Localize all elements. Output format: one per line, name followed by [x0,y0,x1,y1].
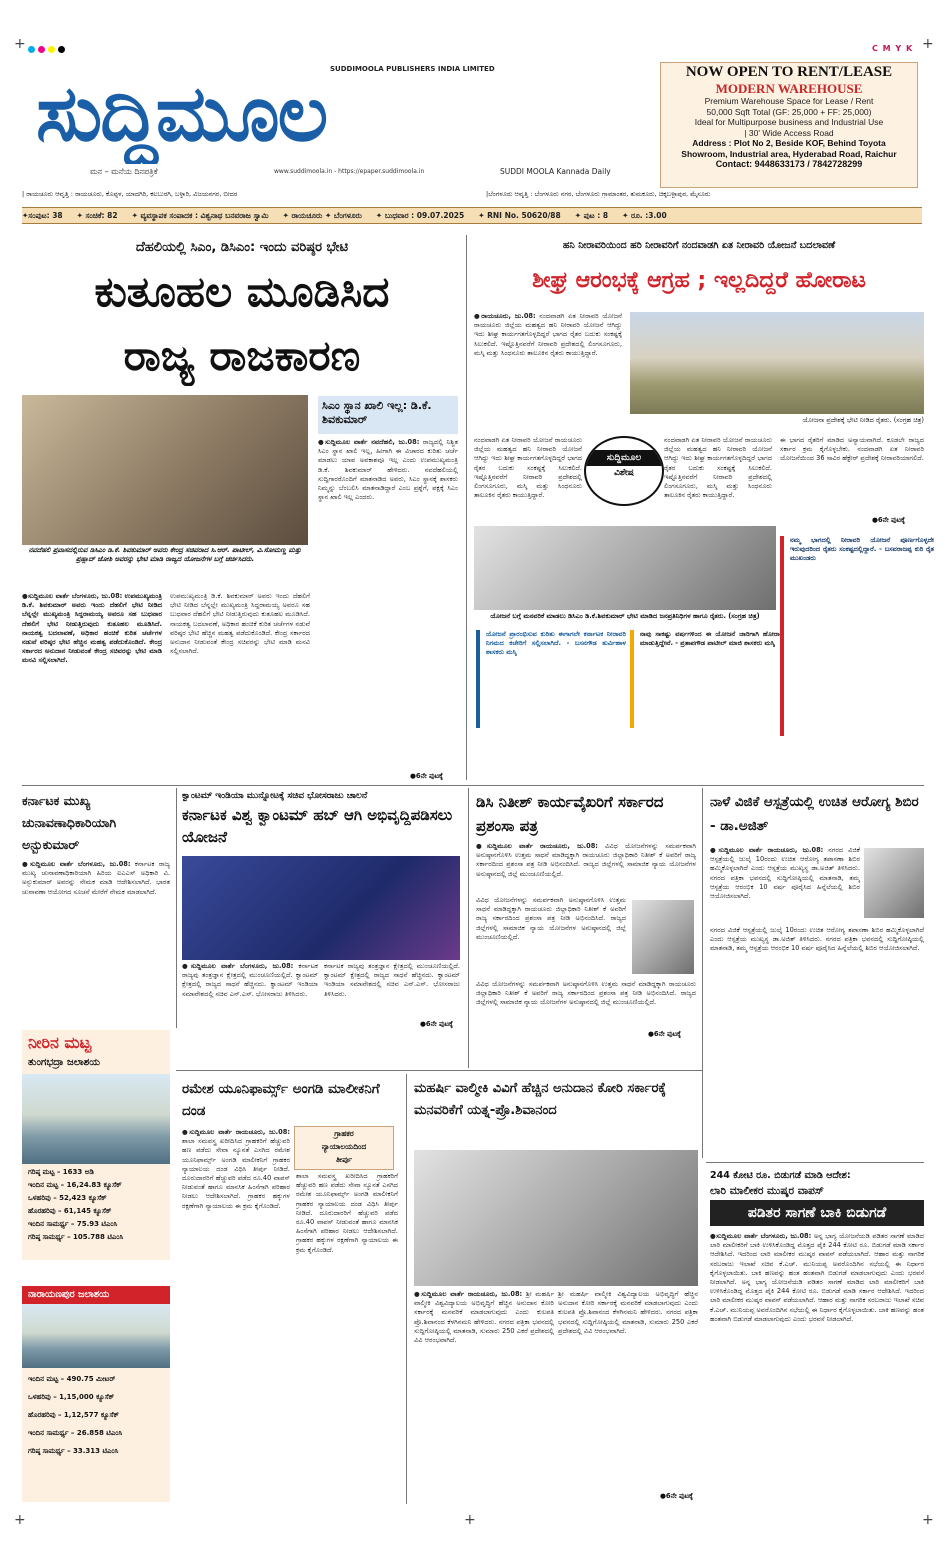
tungabhadra-stats [22,1164,170,1246]
narayanapura-stats [22,1368,170,1462]
byline: ●ರಾಯಚೂರು, ಜು.08: [474,312,536,320]
stat-line: ಒಳಹರಿವು – 52,423 ಕ್ಯೂಸೆಕ್ [28,1194,107,1202]
tungabhadra-photo [22,1074,170,1164]
edition-raichur: | ರಾಯಚೂರು ಆವೃತ್ತಿ : ರಾಯಚೂರು, ಕೊಪ್ಪಳ, ಯಾದಗಿರಿ, ಕಲಬುರಗಿ, ಬಳ್ಳಾರಿ, ವಿಜಯನಗರ, ಬೀದರ [22,190,238,198]
issue: ✦ ಸಂಚಿಕೆ: 82 [76,211,118,220]
quantum-kicker: ಕ್ವಾಂಟಮ್ ಇಂಡಿಯಾ ಮುನ್ನೋಟಕ್ಕೆ ಸಚಿವ ಭೋಸರಾಜು ಚಾಲನೆ [182,791,368,801]
valmiki-body: ಶ್ರೀ ಮಹರ್ಷಿ ವಾಲ್ಮೀಕಿ ವಿಶ್ವವಿದ್ಯಾಲಯ ಅಭಿವೃದ್ಧಿಗೆ ಹೆಚ್ಚಿನ ಅನುದಾನ ಕೋರಿ ಸರ್ಕಾರಕ್ಕೆ ಮನವರಿಕೆ ಮಾಡಲಾಗುವುದು ಎಂದು ಕುಲಪತಿ ಪ್ರೊ.ಶಿವಾನಂದ ಕೆಳಗಿನಮನಿ ಹೇಳಿದರು. ನಗರದ ಪತ್ರಿಕಾ ಭವನದಲ್ಲಿ ಸುದ್ದಿಗೋಷ್ಠಿಯಲ್ಲಿ ಮಾತನಾಡಿ, ಸುಮಾರು 250 ಎಕರೆ ಪ್ರದೇಶದಲ್ಲಿ ವಿವಿ ಆರಂಭವಾಗಿದೆ. [414,1290,554,1345]
byline: ●ಸುದ್ದಿಮೂಲ ವಾರ್ತೆ ಬೆಂಗಳೂರು, ಜು.08: [182,962,294,970]
continued-link[interactable]: ●6ನೇ ಪುಟಕ್ಕೆ [660,1492,693,1500]
continued-link[interactable]: ●6ನೇ ಪುಟಕ್ಕೆ [872,516,905,524]
byline: ●ಸುದ್ದಿಮೂಲ ವಾರ್ತೆ ರಾಯಚೂರು, ಜು.08: [414,1290,523,1298]
river-body-cont: ನಂದವಾಡಗಿ ಏತ ನೀರಾವರಿ ಯೋಜನೆ ರಾಯಚೂರು ಜಿಲ್ಲೆಯ ಮಹತ್ವದ ಹನಿ ನೀರಾವರಿ ಯೋಜನೆ ಆಗಿದ್ದು ಇದು ಶೀಘ್ರ ಕಾರ್ಯಗತಗೊಳ್ಳದಿದ್ದರೆ ಭಾಗದ ರೈತರ ಬದುಕು ಸಂಕಷ್ಟಕ್ಕೆ ಸಿಲುಕಲಿದೆ. ಇಷ್ಟೊತ್ತಿನವರೆಗೆ ನೀರಾವರಿ ಪ್ರದೇಶದಲ್ಲಿ ಲಿಂಗಸೂಗೂರು, ಮಸ್ಕಿ ಮತ್ತು ಸಿಂಧನೂರು ತಾಲೂಕಿನ ರೈತರು ಕಾಯುತ್ತಿದ್ದಾರೆ. [664,436,772,500]
quantum-body-cont: ಕರ್ನಾಟಕ ರಾಜ್ಯವು ತಂತ್ರಜ್ಞಾನ ಕ್ಷೇತ್ರದಲ್ಲಿ ಮುಂಚೂಣಿಯಲ್ಲಿದೆ. ಕ್ವಾಂಟಮ್ ಕ್ಷೇತ್ರದಲ್ಲಿ ರಾಜ್ಯದ ಸಾಧನೆ ಹೆಚ್ಚಿನದು. ಕ್ವಾಂಟಮ್ ಇಂಡಿಯಾ ಸಮಾವೇಶದಲ್ಲಿ ಸಚಿವ ಎನ್.ಎಸ್. ಭೋಸರಾಜು ತಿಳಿಸಿದರು. [324,962,460,998]
dc-article-cont2 [476,980,696,1030]
quantum-article-cont [324,962,460,1020]
river-article-cont [474,436,582,518]
byline: ●ಸುದ್ದಿಮೂಲ ವಾರ್ತೆ ಬೆಂಗಳೂರು, ಜು.08: [710,1232,812,1240]
badge-line: ಗ್ರಾಹಕರ [334,1129,354,1138]
logo: ಸುದ್ದಿಮೂಲ [36,69,327,159]
badge-line: ತೀರ್ಪು [335,1155,353,1164]
divider [468,788,469,1068]
editor: ✦ ವ್ಯವಸ್ಥಾಪಕ ಸಂಪಾದಕ : ವಿಶ್ವನಾಥ ಬನವರಾಜ ಸ್ವಾಮಿ [131,211,269,220]
health-article [710,846,860,924]
valmiki-article-cont [558,1290,698,1486]
volume: ✦ಸಂಪುಟ: 38 [22,211,63,220]
valmiki-headline: ಮಹರ್ಷಿ ವಾಲ್ಮೀಕಿ ವಿವಿಗೆ ಹೆಚ್ಚಿನ ಅನುದಾನ ಕೋರಿ ಸರ್ಕಾರಕ್ಕೆ ಮನವರಿಕೆಗೆ ಯತ್ನ-ಪ್ರೊ.ಶಿವಾನಂದ [414,1081,666,1118]
loan-body-repeat: ಅನ್ನ ಭಾಗ್ಯ ಯೋಜನೆಯಡಿ ಪಡಿತರ ಸಾಗಣೆ ಮಾಡಿದ ಲಾರಿ ಮಾಲೀಕರಿಗೆ ಬಾಕಿ ಉಳಿಸಿಕೊಂಡಿದ್ದ ಮೊತ್ತದ ಪೈಕಿ 244 ಕೋಟಿ ರೂ. ಬಿಡುಗಡೆ ಮಾಡಿ ಸರ್ಕಾರ ಆದೇಶಿಸಿದೆ. ಇದರಿಂದ ಲಾರಿ ಮಾಲೀಕರ ಮುಷ್ಕರ ವಾಪಸ್ ಪಡೆಯಲಾಗಿದೆ. ಆಹಾರ ಮತ್ತು ನಾಗರಿಕ ಸರಬರಾಜು ಇಲಾಖೆ ಸಚಿವ ಕೆ.ಎಚ್. ಮುನಿಯಪ್ಪ ಅವರೊಂದಿಗಿನ ಸಭೆಯಲ್ಲಿ ಈ ನಿರ್ಧಾರ ಕೈಗೊಳ್ಳಲಾಯಿತು. ಬಾಕಿ ಹಣವನ್ನು ಹಂತ ಹಂತವಾಗಿ ಬಿಡುಗಡೆ ಮಾಡಲಾಗುವುದು ಎಂದು ಭರವಸೆ ನೀಡಲಾಗಿದೆ. [710,1278,924,1323]
quote-1: ಯೋಜನೆ ಪ್ರಾರಂಭಿಸುವ ಕುರಿತು ಈಗಾಗಲೇ ಕರ್ನಾಟಕ ನೀರಾವರಿ ನಿಗಮದ ಕಚೇರಿಗೆ ಸಲ್ಲಿಸಲಾಗಿದೆ. - ಬಸನಗೌಡ ತುರ್ವಿಹಾಳ ಶಾಸಕರು ಮಸ್ಕಿ [486,630,626,657]
side-body: ರಾಜ್ಯದಲ್ಲಿ ನಿಶ್ಚಿತ ಸಿಎಂ ಸ್ಥಾನ ಖಾಲಿ ಇಲ್ಲ, ಹೀಗಾಗಿ ಈ ವಿಚಾರದ ಕುರಿತು ಚರ್ಚೆ ಮಾಡಲು ಯಾವ ಅವಕಾಶವೂ ಇಲ್ಲ ಎಂದು ಉಪಮುಖ್ಯಮಂತ್ರಿ ಡಿ.ಕೆ. ಶಿವಕುಮಾರ್ ಹೇಳಿದರು. ನವದೆಹಲಿಯಲ್ಲಿ ಸುದ್ದಿಗಾರರೊಂದಿಗೆ ಮಾತನಾಡಿದ ಅವರು, ಸಿಎಂ ಸ್ಥಾನಕ್ಕೆ ಶಾಸಕರು ನಿಮ್ಮನ್ನು ಬೆಂಬಲಿಸಿ ಮಾತನಾಡಿದ್ದಾರೆ ಎಂಬ ಪ್ರಶ್ನೆಗೆ, ಪಕ್ಷಕ್ಕೆ ಸಿಎಂ ಸ್ಥಾನ ಖಾಲಿ ಇಲ್ಲ ಎಂದರು. [318,438,458,502]
election-body: ಕರ್ನಾಟಕ ರಾಜ್ಯ ಮುಖ್ಯ ಚುನಾವಣಾಧಿಕಾರಿಯಾಗಿ ಹಿರಿಯ ಐಎಎಸ್ ಅಧಿಕಾರಿ ವಿ. ಅನ್ಬುಕುಮಾರ್ ಅವರನ್ನು ನೇಮಕ ಮಾಡಿ ಆದೇಶಿಸಲಾಗಿದೆ. ಭಾರತ ಚುನಾವಣಾ ಆಯೋಗದ ಸೂಚನೆ ಮೇರೆಗೆ ನೇಮಕ ಮಾಡಲಾಗಿದೆ. [22,860,170,896]
narayanapura-box [22,1286,170,1502]
lead-article-col2 [170,592,310,772]
health-portrait [864,848,924,918]
dc-body: ವಿವಿಧ ಯೋಜನೆಗಳನ್ನು ಸಮರ್ಪಕವಾಗಿ ಅನುಷ್ಠಾನಗೊಳಿಸಿ ಉತ್ತಮ ಸಾಧನೆ ಮಾಡಿದ್ದಕ್ಕಾಗಿ ರಾಯಚೂರು ಜಿಲ್ಲಾಧಿಕಾರಿ ನಿತೀಶ್ ಕೆ ಅವರಿಗೆ ರಾಜ್ಯ ಸರ್ಕಾರದಿಂದ ಪ್ರಶಂಸಾ ಪತ್ರ ನೀಡಿ ಅಭಿನಂದಿಸಿದೆ. ರಾಜ್ಯದ ಜಿಲ್ಲೆಗಳಲ್ಲಿ ಸಾಮಾಜಿಕ ನ್ಯಾಯ ಯೋಜನೆಗಳ ಅನುಷ್ಠಾನದಲ್ಲಿ ಜಿಲ್ಲೆ ಮುಂಚೂಣಿಯಲ್ಲಿದೆ. [476,842,696,878]
health-body: ನಗರದ ವಿಜಿಕೆ ಆಸ್ಪತ್ರೆಯಲ್ಲಿ ಜುಲೈ 10ರಂದು ಉಚಿತ ಆರೋಗ್ಯ ತಪಾಸಣಾ ಶಿಬಿರ ಹಮ್ಮಿಕೊಳ್ಳಲಾಗಿದೆ ಎಂದು ಆಸ್ಪತ್ರೆಯ ಮುಖ್ಯಸ್ಥ ಡಾ.ಅಜಿತ್ ತಿಳಿಸಿದರು. ನಗರದ ಪತ್ರಿಕಾ ಭವನದಲ್ಲಿ ಸುದ್ದಿಗೋಷ್ಠಿಯಲ್ಲಿ ಮಾತನಾಡಿ, ತಮ್ಮ ಆಸ್ಪತ್ರೆಯ ಆರಂಭಿಕ 10 ವರ್ಷ ಪೂರೈಸಿದ ಹಿನ್ನೆಲೆಯಲ್ಲಿ ಶಿಬಿರ ಆಯೋಜಿಸಲಾಗಿದೆ. [710,846,860,901]
registration-mark: + [922,36,934,52]
loan-sidehead: 244 ಕೋಟಿ ರೂ. ಬಿಡುಗಡೆ ಮಾಡಿ ಆದೇಶ: [710,1170,851,1181]
divider [702,788,703,1158]
consumer-court-badge [294,1126,394,1170]
divider [706,1162,924,1163]
uniform-body-cont: ಶಾಲಾ ಸಮವಸ್ತ್ರ ಖರೀದಿಸಿದ ಗ್ರಾಹಕರಿಗೆ ಹೆಚ್ಚುವರಿ ಹಣ ಪಡೆದು ಸೇವಾ ನ್ಯೂನತೆ ಎಸಗಿದ ರಮೇಶ ಯೂನಿಫಾರ್ಮ್ಸ್ ಅಂಗಡಿ ಮಾಲೀಕನಿಗೆ ಗ್ರಾಹಕರ ನ್ಯಾಯಾಲಯ ದಂಡ ವಿಧಿಸಿ ತೀರ್ಪು ನೀಡಿದೆ. ದೂರುದಾರರಿಗೆ ಹೆಚ್ಚುವರಿ ಪಡೆದ ರೂ.40 ವಾಪಸ್ ನೀಡುವಂತೆ ಹಾಗೂ ಮಾನಸಿಕ ಹಿಂಸೆಗಾಗಿ ಪರಿಹಾರ ನೀಡಲು ಆದೇಶಿಸಲಾಗಿದೆ. ಗ್ರಾಹಕರ ಹಕ್ಕುಗಳ ರಕ್ಷಣೆಗಾಗಿ ನ್ಯಾಯಾಲಯ ಈ ಕ್ರಮ ಕೈಗೊಂಡಿದೆ. [296,1172,398,1254]
pages: ✦ ಪುಟ : 8 [574,211,609,220]
continued-link[interactable]: ●6ನೇ ಪುಟಕ್ಕೆ [648,1030,681,1038]
valmiki-body-cont: ಶ್ರೀ ಮಹರ್ಷಿ ವಾಲ್ಮೀಕಿ ವಿಶ್ವವಿದ್ಯಾಲಯ ಅಭಿವೃದ್ಧಿಗೆ ಹೆಚ್ಚಿನ ಅನುದಾನ ಕೋರಿ ಸರ್ಕಾರಕ್ಕೆ ಮನವರಿಕೆ ಮಾಡಲಾಗುವುದು ಎಂದು ಕುಲಪತಿ ಪ್ರೊ.ಶಿವಾನಂದ ಕೆಳಗಿನಮನಿ ಹೇಳಿದರು. ನಗರದ ಪತ್ರಿಕಾ ಭವನದಲ್ಲಿ ಸುದ್ದಿಗೋಷ್ಠಿಯಲ್ಲಿ ಮಾತನಾಡಿ, ಸುಮಾರು 250 ಎಕರೆ ಪ್ರದೇಶದಲ್ಲಿ ವಿವಿ ಆರಂಭವಾಗಿದೆ. [558,1290,698,1335]
publisher-name: SUDDIMOOLA PUBLISHERS INDIA LIMITED [330,65,495,73]
tungabhadra-title: ತುಂಗಭದ್ರಾ ಜಲಾಶಯ [28,1057,100,1068]
river-photo-caption: ಯೋಜನಾ ಪ್ರದೇಶಕ್ಕೆ ಭೇಟಿ ನೀಡಿದ ರೈತರು. (ಸಂಗ್ರಹ ಚಿತ್ರ) [802,416,924,424]
quote-box-3 [780,536,934,736]
lead-body: ಉಪಮುಖ್ಯಮಂತ್ರಿ ಡಿ.ಕೆ. ಶಿವಕುಮಾರ್ ಅವರು ಇಂದು ದೆಹಲಿಗೆ ಭೇಟಿ ನೀಡಿದ ಬೆನ್ನಲ್ಲೇ ಮುಖ್ಯಮಂತ್ರಿ ಸಿದ್ದರಾಮಯ್ಯ ಅವರೂ ಸಹ ಬುಧವಾರ ದೆಹಲಿಗೆ ಭೇಟಿ ನೀಡುತ್ತಿರುವುದು ಕುತೂಹಲ ಮೂಡಿಸಿದೆ. ನಾಯಕತ್ವ ಬದಲಾವಣೆ, ಅಧಿಕಾರ ಹಂಚಿಕೆ ಕುರಿತ ಚರ್ಚೆಗಳ ನಡುವೆ ವರಿಷ್ಠರ ಭೇಟಿ ಹೆಚ್ಚಿನ ಮಹತ್ವ ಪಡೆದುಕೊಂಡಿದೆ. ಕೇಂದ್ರ ಸರ್ಕಾರದ ಅನುದಾನ ನೀಡುವಂತೆ ಕೇಂದ್ರ ಸಚಿವರನ್ನು ಭೇಟಿ ಮಾಡಿ ಮನವಿ ಸಲ್ಲಿಸಲಾಗಿದೆ. [22,592,162,665]
stat-line: ಇಂದಿನ ಮಟ್ಟ – 16,24.83 ಕ್ಯೂಸೆಕ್ [28,1181,122,1189]
health-headline: ನಾಳೆ ವಿಜಿಕೆ ಆಸ್ಪತ್ರೆಯಲ್ಲಿ ಉಚಿತ ಆರೋಗ್ಯ ಶಿಬಿರ - ಡಾ.ಅಜಿತ್ [710,794,919,834]
byline: ●ಸುದ್ದಿಮೂಲ ವಾರ್ತೆ ರಾಯಚೂರು, ಜು.08: [182,1128,290,1136]
rni: ✦ RNI No. 50620/88 [478,211,561,220]
health-body-cont: ನಗರದ ವಿಜಿಕೆ ಆಸ್ಪತ್ರೆಯಲ್ಲಿ ಜುಲೈ 10ರಂದು ಉಚಿತ ಆರೋಗ್ಯ ತಪಾಸಣಾ ಶಿಬಿರ ಹಮ್ಮಿಕೊಳ್ಳಲಾಗಿದೆ ಎಂದು ಆಸ್ಪತ್ರೆಯ ಮುಖ್ಯಸ್ಥ ಡಾ.ಅಜಿತ್ ತಿಳಿಸಿದರು. ನಗರದ ಪತ್ರಿಕಾ ಭವನದಲ್ಲಿ ಸುದ್ದಿಗೋಷ್ಠಿಯಲ್ಲಿ ಮಾತನಾಡಿ, ತಮ್ಮ ಆಸ್ಪತ್ರೆಯ ಆರಂಭಿಕ 10 ವರ್ಷ ಪೂರೈಸಿದ ಹಿನ್ನೆಲೆಯಲ್ಲಿ ಶಿಬಿರ ಆಯೋಜಿಸಲಾಗಿದೆ. [710,926,924,953]
registration-mark: + [464,1512,476,1528]
color-dots [28,46,65,53]
dc-headline: ಡಿಸಿ ನಿತೀಶ್ ಕಾರ್ಯವೈಖರಿಗೆ ಸರ್ಕಾರದ ಪ್ರಶಂಸಾ ಪತ್ರ [476,793,664,835]
quote-box-1 [476,630,626,728]
river-right-article [780,436,924,528]
divider [176,1070,702,1071]
river-kicker: ಹನಿ ನೀರಾವರಿಯಿಂದ ಹರಿ ನೀರಾವರಿಗೆ ನಂದವಾಡಗಿ ಏತ ನೀರಾವರಿ ಯೋಜನೆ ಬದಲಾವಣೆ [562,240,836,251]
loan-article [710,1232,924,1500]
stat-line: ಹೊರಹರಿವು – 1,12,577 ಕ್ಯೂಸೆಕ್ [28,1411,119,1419]
english-name: SUDDI MOOLA Kannada Daily [500,167,611,176]
ad-title: NOW OPEN TO RENT/LEASE [685,64,893,80]
ad-contact: Contact: 9448633173 / 7842728299 [715,159,863,169]
stat-line: ಒಳಹರಿವು – 1,15,000 ಕ್ಯೂಸೆಕ್ [28,1393,115,1401]
byline: ●ಸುದ್ದಿಮೂಲ ವಾರ್ತೆ ರಾಯಚೂರು, ಜು.08: [476,842,598,850]
river-article [474,312,622,432]
river-photo2-caption: ಯೋಜನೆ ಬಗ್ಗೆ ಮನವರಿಕೆ ಮಾಡಲು ಡಿಸಿಎಂ ಡಿ.ಕೆ.ಶಿವಕುಮಾರ್ ಭೇಟಿ ಮಾಡಿದ ಜನಪ್ರತಿನಿಧಿಗಳ ಹಾಗೂ ರೈತರು. (ಸಂಗ್ರಹ ಚಿತ್ರ) [490,612,760,620]
quantum-body: ಕರ್ನಾಟಕ ರಾಜ್ಯವು ತಂತ್ರಜ್ಞಾನ ಕ್ಷೇತ್ರದಲ್ಲಿ ಮುಂಚೂಣಿಯಲ್ಲಿದೆ. ಕ್ವಾಂಟಮ್ ಕ್ಷೇತ್ರದಲ್ಲಿ ರಾಜ್ಯದ ಸಾಧನೆ ಹೆಚ್ಚಿನದು. ಕ್ವಾಂಟಮ್ ಇಂಡಿಯಾ ಸಮಾವೇಶದಲ್ಲಿ ಸಚಿವ ಎನ್.ಎಸ್. ಭೋಸರಾಜು ತಿಳಿಸಿದರು. [182,962,318,998]
stat-line: ಇಂದಿನ ಮಟ್ಟ – 490.75 ಮೀಟರ್ [28,1375,116,1383]
dc-article [476,842,696,894]
byline: ●ಸುದ್ದಿಮೂಲ ವಾರ್ತೆ ನವದೆಹಲಿ, ಜು.08: [318,438,420,446]
quantum-photo [182,856,460,960]
side-article [318,438,458,784]
special-sub: ವಿಶೇಷ [614,468,634,478]
stat-line: ಇಂದಿನ ಸಾಮರ್ಥ್ಯ – 26.858 ಟಿಎಂಸಿ [28,1429,123,1437]
tungabhadra-box [22,1030,170,1260]
river-body-cont: ನಂದವಾಡಗಿ ಏತ ನೀರಾವರಿ ಯೋಜನೆ ರಾಯಚೂರು ಜಿಲ್ಲೆಯ ಮಹತ್ವದ ಹನಿ ನೀರಾವರಿ ಯೋಜನೆ ಆಗಿದ್ದು ಇದು ಶೀಘ್ರ ಕಾರ್ಯಗತಗೊಳ್ಳದಿದ್ದರೆ ಭಾಗದ ರೈತರ ಬದುಕು ಸಂಕಷ್ಟಕ್ಕೆ ಸಿಲುಕಲಿದೆ. ಇಷ್ಟೊತ್ತಿನವರೆಗೆ ನೀರಾವರಿ ಪ್ರದೇಶದಲ್ಲಿ ಲಿಂಗಸೂಗೂರು, ಮಸ್ಕಿ ಮತ್ತು ಸಿಂಧನೂರು ತಾಲೂಕಿನ ರೈತರು ಕಾಯುತ್ತಿದ್ದಾರೆ. [474,436,582,500]
lead-headline-2: ರಾಜ್ಯ ರಾಜಕಾರಣ [123,331,361,380]
lead-photo-caption: ನವದೆಹಲಿ ಪ್ರವಾಸದಲ್ಲಿರುವ ಡಿಸಿಎಂ ಡಿ.ಕೆ. ಶಿವಕುಮಾರ್ ಅವರು ಕೇಂದ್ರ ಸಚಿವರಾದ ಸಿ.ಆರ್. ಪಾಟೀಲ್, ವಿ.ಸೋಮಣ್ಣ ಮತ್ತು ಪ್ರಹ್ಲಾದ್ ಜೋಶಿ ಅವರನ್ನು ಭೇಟಿ ಮಾಡಿ ರಾಜ್ಯದ ಯೋಜನೆಗಳ ಬಗ್ಗೆ ಚರ್ಚಿಸಿದರು. [28,546,302,563]
valmiki-photo [414,1150,698,1286]
lead-headline-1: ಕುತೂಹಲ ಮೂಡಿಸಿದ [94,267,390,316]
quantum-article [182,962,318,1030]
dc-article-cont [476,896,626,976]
river-article-cont2 [664,436,772,518]
lead-kicker: ದೆಹಲಿಯಲ್ಲಿ ಸಿಎಂ, ಡಿಸಿಎಂ: ಇಂದು ವರಿಷ್ಠರ ಭೇಟಿ [135,240,349,255]
stat-line: ಗರಿಷ್ಠ ಮಟ್ಟ – 1633 ಅಡಿ [28,1168,94,1176]
dc-portrait [632,900,694,974]
special-badge [584,436,664,506]
byline: ●ಸುದ್ದಿಮೂಲ ವಾರ್ತೆ ಬೆಂಗಳೂರು, ಜು.08: [22,592,123,600]
cmyk-label: C M Y K [872,44,914,53]
lead-article-col1 [22,592,162,772]
uniform-headline: ರಮೇಶ ಯೂನಿಫಾರ್ಮ್ಸ್ ಅಂಗಡಿ ಮಾಲೀಕನಿಗೆ ದಂಡ [182,1081,380,1119]
ad-line: Premium Warehouse Space for Lease / Rent [704,96,874,106]
special-label: ಸುದ್ದಿಮೂಲ [586,450,662,466]
continued-link[interactable]: ●6ನೇ ಪುಟಕ್ಕೆ [410,772,443,780]
uniform-article-cont [296,1172,398,1498]
loan-body: ಅನ್ನ ಭಾಗ್ಯ ಯೋಜನೆಯಡಿ ಪಡಿತರ ಸಾಗಣೆ ಮಾಡಿದ ಲಾರಿ ಮಾಲೀಕರಿಗೆ ಬಾಕಿ ಉಳಿಸಿಕೊಂಡಿದ್ದ ಮೊತ್ತದ ಪೈಕಿ 244 ಕೋಟಿ ರೂ. ಬಿಡುಗಡೆ ಮಾಡಿ ಸರ್ಕಾರ ಆದೇಶಿಸಿದೆ. ಇದರಿಂದ ಲಾರಿ ಮಾಲೀಕರ ಮುಷ್ಕರ ವಾಪಸ್ ಪಡೆಯಲಾಗಿದೆ. ಆಹಾರ ಮತ್ತು ನಾಗರಿಕ ಸರಬರಾಜು ಇಲಾಖೆ ಸಚಿವ ಕೆ.ಎಚ್. ಮುನಿಯಪ್ಪ ಅವರೊಂದಿಗಿನ ಸಭೆಯಲ್ಲಿ ಈ ನಿರ್ಧಾರ ಕೈಗೊಳ್ಳಲಾಯಿತು. ಬಾಕಿ ಹಣವನ್ನು ಹಂತ ಹಂತವಾಗಿ ಬಿಡುಗಡೆ ಮಾಡಲಾಗುವುದು ಎಂದು ಭರವಸೆ ನೀಡಲಾಗಿದೆ. [710,1232,924,1287]
stat-line: ಹೊರಹರಿವು – 61,145 ಕ್ಯೂಸೆಕ್ [28,1207,112,1215]
tagline: ಮನ – ಮನೆಯ ದಿನಪತ್ರಿಕೆ [90,167,158,176]
loan-headline: ಪಡಿತರ ಸಾಗಣೆ ಬಾಕಿ ಬಿಡುಗಡೆ [710,1200,924,1226]
registration-mark: + [14,36,26,52]
warehouse-ad [660,62,918,188]
river-headline: ಶೀಘ್ರ ಆರಂಭಕ್ಕೆ ಆಗ್ರಹ ; ಇಲ್ಲದಿದ್ದರೆ ಹೋರಾಟ [532,268,866,293]
quantum-headline: ಕರ್ನಾಟಕ ವಿಶ್ವ ಕ್ವಾಂಟಮ್ ಹಬ್ ಆಗಿ ಅಭಿವೃದ್ದಿಪಡಿಸಲು ಯೋಜನೆ [182,806,453,846]
cities: ✦ ರಾಯಚೂರು ✦ ಬೆಂಗಳೂರು [282,211,362,220]
stat-line: ಇಂದಿನ ಸಾಮರ್ಥ್ಯ – 75.93 ಟಿಎಂಸಿ [28,1220,118,1228]
ad-address: Address : Plot No 2, Beside KOF, Behind Toyota Showroom, Industrial area, Hyderabad Road, Raichur [681,138,897,159]
uniform-article [182,1128,290,1498]
river-right-body: ಈ ಭಾಗದ ರೈತರಿಗೆ ಮಾಡಿದ ಅನ್ಯಾಯವಾಗಿದೆ. ಕೂಡಲೇ ರಾಜ್ಯದ ಸರ್ಕಾರ ಕ್ರಮ ಕೈಗೊಳ್ಳಬೇಕು. ನಂದವಾಡಗಿ ಏತ ನೀರಾವರಿ ಯೋಜನೆಯಿಂದ 36 ಸಾವಿರ ಹೆಕ್ಟೇರ್ ಪ್ರದೇಶಕ್ಕೆ ನೀರಾವರಿಯಾಗಲಿದೆ. [780,436,924,463]
stat-line: ಗರಿಷ್ಠ ಸಾಮರ್ಥ್ಯ – 105.788 ಟಿಎಂಸಿ [28,1233,124,1241]
quote-3: ನಮ್ಮ ಭಾಗದಲ್ಲಿ ನೀರಾವರಿ ಯೋಜನೆ ಪೂರ್ಣಗೊಳ್ಳದೇ ಇರುವುದರಿಂದ ರೈತರು ಸಂಕಷ್ಟದಲ್ಲಿದ್ದಾರೆ. - ಬಸವರಾಜಪ್ಪ ಕುರಿ ರೈತ ಮುಖಂಡರು [790,536,934,563]
ad-line: | 30' Wide Access Road [744,127,834,138]
stat-line: ಗರಿಷ್ಠ ಸಾಮರ್ಥ್ಯ – 33.313 ಟಿಎಂಸಿ [28,1447,119,1455]
divider [466,235,467,780]
election-article [22,860,170,1020]
health-article-cont [710,926,924,1150]
election-headline: ಕರ್ನಾಟಕ ಮುಖ್ಯ ಚುನಾವಣಾಧಿಕಾರಿಯಾಗಿ ಅನ್ಬುಕುಮಾರ್ [22,793,117,852]
river-body: ನಂದವಾಡಗಿ ಏತ ನೀರಾವರಿ ಯೋಜನೆ ರಾಯಚೂರು ಜಿಲ್ಲೆಯ ಮಹತ್ವದ ಹನಿ ನೀರಾವರಿ ಯೋಜನೆ ಆಗಿದ್ದು ಇದು ಶೀಘ್ರ ಕಾರ್ಯಗತಗೊಳ್ಳದಿದ್ದರೆ ಭಾಗದ ರೈತರ ಬದುಕು ಸಂಕಷ್ಟಕ್ಕೆ ಸಿಲುಕಲಿದೆ. ಇಷ್ಟೊತ್ತಿನವರೆಗೆ ನೀರಾವರಿ ಪ್ರದೇಶದಲ್ಲಿ ಲಿಂಗಸೂಗೂರು, ಮಸ್ಕಿ ಮತ್ತು ಸಿಂಧನೂರು ತಾಲೂಕಿನ ರೈತರು ಕಾಯುತ್ತಿದ್ದಾರೆ. [474,312,622,357]
river-photo-meeting [474,526,776,610]
loan-kicker: ಲಾರಿ ಮಾಲೀಕರ ಮುಷ್ಕರ ವಾಪಸ್ [710,1185,824,1197]
dc-body-cont: ವಿವಿಧ ಯೋಜನೆಗಳನ್ನು ಸಮರ್ಪಕವಾಗಿ ಅನುಷ್ಠಾನಗೊಳಿಸಿ ಉತ್ತಮ ಸಾಧನೆ ಮಾಡಿದ್ದಕ್ಕಾಗಿ ರಾಯಚೂರು ಜಿಲ್ಲಾಧಿಕಾರಿ ನಿತೀಶ್ ಕೆ ಅವರಿಗೆ ರಾಜ್ಯ ಸರ್ಕಾರದಿಂದ ಪ್ರಶಂಸಾ ಪತ್ರ ನೀಡಿ ಅಭಿನಂದಿಸಿದೆ. ರಾಜ್ಯದ ಜಿಲ್ಲೆಗಳಲ್ಲಿ ಸಾಮಾಜಿಕ ನ್ಯಾಯ ಯೋಜನೆಗಳ ಅನುಷ್ಠಾನದಲ್ಲಿ ಜಿಲ್ಲೆ ಮುಂಚೂಣಿಯಲ್ಲಿದೆ. [476,980,696,1007]
ad-subtitle: MODERN WAREHOUSE [715,81,863,96]
edition-bengaluru: |ಬೆಂಗಳೂರು ಆವೃತ್ತಿ : ಬೆಂಗಳೂರು ನಗರ, ಬೆಂಗಳೂರು ಗ್ರಾಮಾಂತರ, ತುಮಕೂರು, ಚಿಕ್ಕಬಳ್ಳಾಪುರ, ಮೈಸೂರು [486,190,711,198]
registration-mark: + [922,1512,934,1528]
badge-line: ನ್ಯಾಯಾಲಯದಿಂದ [321,1142,367,1151]
quote-2: ನಾವು ಸಾಕಷ್ಟು ವರ್ಷಗಳಿಂದ ಈ ಯೋಜನೆ ಜಾರಿಗಾಗಿ ಹೋರಾಟ ಮಾಡುತ್ತಿದ್ದೇವೆ. - ಪ್ರತಾಪಗೌಡ ಪಾಟೀಲ್ ಮಾಜಿ ಶಾಸಕರು ಮಸ್ಕಿ [640,630,784,648]
river-photo [630,312,924,414]
valmiki-article [414,1290,554,1496]
dc-body-cont: ವಿವಿಧ ಯೋಜನೆಗಳನ್ನು ಸಮರ್ಪಕವಾಗಿ ಅನುಷ್ಠಾನಗೊಳಿಸಿ ಉತ್ತಮ ಸಾಧನೆ ಮಾಡಿದ್ದಕ್ಕಾಗಿ ರಾಯಚೂರು ಜಿಲ್ಲಾಧಿಕಾರಿ ನಿತೀಶ್ ಕೆ ಅವರಿಗೆ ರಾಜ್ಯ ಸರ್ಕಾರದಿಂದ ಪ್ರಶಂಸಾ ಪತ್ರ ನೀಡಿ ಅಭಿನಂದಿಸಿದೆ. ರಾಜ್ಯದ ಜಿಲ್ಲೆಗಳಲ್ಲಿ ಸಾಮಾಜಿಕ ನ್ಯಾಯ ಯೋಜನೆಗಳ ಅನುಷ್ಠಾನದಲ್ಲಿ ಜಿಲ್ಲೆ ಮುಂಚೂಣಿಯಲ್ಲಿದೆ. [476,896,626,941]
narayanapura-title: ನಾರಾಯಣಪುರ ಜಲಾಶಯ [22,1286,170,1304]
water-level-title: ನೀರಿನ ಮಟ್ಟ [28,1033,92,1052]
uniform-body: ಶಾಲಾ ಸಮವಸ್ತ್ರ ಖರೀದಿಸಿದ ಗ್ರಾಹಕರಿಗೆ ಹೆಚ್ಚುವರಿ ಹಣ ಪಡೆದು ಸೇವಾ ನ್ಯೂನತೆ ಎಸಗಿದ ರಮೇಶ ಯೂನಿಫಾರ್ಮ್ಸ್ ಅಂಗಡಿ ಮಾಲೀಕನಿಗೆ ಗ್ರಾಹಕರ ನ್ಯಾಯಾಲಯ ದಂಡ ವಿಧಿಸಿ ತೀರ್ಪು ನೀಡಿದೆ. ದೂರುದಾರರಿಗೆ ಹೆಚ್ಚುವರಿ ಪಡೆದ ರೂ.40 ವಾಪಸ್ ನೀಡುವಂತೆ ಹಾಗೂ ಮಾನಸಿಕ ಹಿಂಸೆಗಾಗಿ ಪರಿಹಾರ ನೀಡಲು ಆದೇಶಿಸಲಾಗಿದೆ. ಗ್ರಾಹಕರ ಹಕ್ಕುಗಳ ರಕ್ಷಣೆಗಾಗಿ ನ್ಯಾಯಾಲಯ ಈ ಕ್ರಮ ಕೈಗೊಂಡಿದೆ. [182,1137,290,1210]
byline: ●ಸುದ್ದಿಮೂಲ ವಾರ್ತೆ ರಾಯಚೂರು, ಜು.08: [710,846,824,854]
ad-line: Ideal for Multipurpose business and Industrial Use [694,117,884,127]
quote-box-2 [630,630,784,728]
price: ✦ ರೂ. :3.00 [622,211,667,220]
divider [176,788,177,1028]
side-headline: ಸಿಎಂ ಸ್ಥಾನ ಖಾಲಿ ಇಲ್ಲ: ಡಿ.ಕೆ. ಶಿವಕುಮಾರ್ [318,396,458,434]
lead-body-cont: ಉಪಮುಖ್ಯಮಂತ್ರಿ ಡಿ.ಕೆ. ಶಿವಕುಮಾರ್ ಅವರು ಇಂದು ದೆಹಲಿಗೆ ಭೇಟಿ ನೀಡಿದ ಬೆನ್ನಲ್ಲೇ ಮುಖ್ಯಮಂತ್ರಿ ಸಿದ್ದರಾಮಯ್ಯ ಅವರೂ ಸಹ ಬುಧವಾರ ದೆಹಲಿಗೆ ಭೇಟಿ ನೀಡುತ್ತಿರುವುದು ಕುತೂಹಲ ಮೂಡಿಸಿದೆ. ನಾಯಕತ್ವ ಬದಲಾವಣೆ, ಅಧಿಕಾರ ಹಂಚಿಕೆ ಕುರಿತ ಚರ್ಚೆಗಳ ನಡುವೆ ವರಿಷ್ಠರ ಭೇಟಿ ಹೆಚ್ಚಿನ ಮಹತ್ವ ಪಡೆದುಕೊಂಡಿದೆ. ಕೇಂದ್ರ ಸರ್ಕಾರದ ಅನುದಾನ ನೀಡುವಂತೆ ಕೇಂದ್ರ ಸಚಿವರನ್ನು ಭೇಟಿ ಮಾಡಿ ಮನವಿ ಸಲ್ಲಿಸಲಾಗಿದೆ. [170,592,310,656]
ad-line: 50,000 Sqft Total (GF: 25,000 + FF: 25,000) [706,106,872,117]
narayanapura-photo [22,1304,170,1368]
byline: ●ಸುದ್ದಿಮೂಲ ವಾರ್ತೆ ಬೆಂಗಳೂರು, ಜು.08: [22,860,131,868]
continued-link[interactable]: ●6ನೇ ಪುಟಕ್ಕೆ [420,1020,453,1028]
divider [22,785,924,786]
divider [406,1074,407,1504]
web-address: www.suddimoola.in - https://epaper.suddimoola.in [274,168,425,175]
info-bar [22,207,922,224]
date: ✦ ಬುಧವಾರ : 09.07.2025 [375,211,465,220]
registration-mark: + [14,1512,26,1528]
lead-photo [22,395,308,545]
